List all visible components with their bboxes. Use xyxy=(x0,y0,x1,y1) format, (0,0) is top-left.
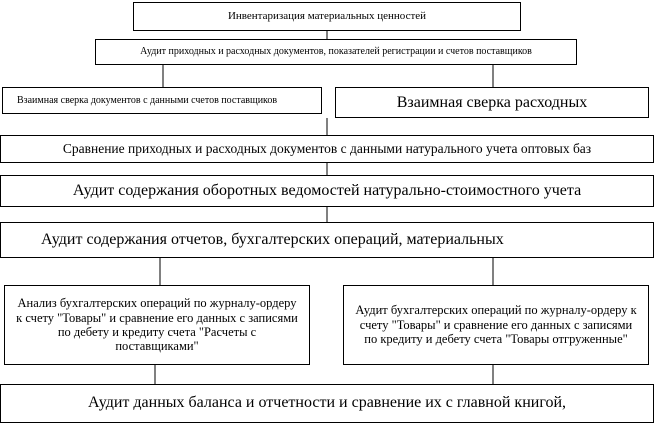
node-analysis-goods xyxy=(4,285,310,365)
node-audit-documents-label: Аудит приходных и расходных документов, показателей регистрации и счетов поставщиков xyxy=(140,46,532,58)
node-compare-documents-label: Сравнение приходных и расходных документов с данными натурального учета оптовых баз xyxy=(62,141,592,157)
node-audit-shipped xyxy=(343,285,649,365)
node-analysis-goods-label: Анализ бухгалтерских операций по журналу-ордеру к счету "Товары" и сравнение его данных с записями по дебету и кредиту счета "Расчеты с поставщиками" xyxy=(16,296,298,354)
node-audit-balance xyxy=(0,384,654,423)
node-audit-reports xyxy=(0,222,654,258)
node-audit-shipped-label: Аудит бухгалтерских операций по журналу-ордеру к счету "Товары" и сравнение его данных с записями по кредиту и дебету счета "Товары отгруженные" xyxy=(355,303,637,347)
node-reconcile-expense xyxy=(335,87,649,118)
node-inventory-label: Инвентаризация материальных ценностей xyxy=(227,10,427,23)
node-audit-turnover-label: Аудит содержания оборотных ведомостей натурально-стоимостного учета xyxy=(72,181,582,199)
node-audit-documents xyxy=(95,39,577,65)
node-inventory xyxy=(133,2,521,31)
node-compare-documents xyxy=(0,135,654,163)
node-audit-balance-label: Аудит данных баланса и отчетности и сравнение их с главной книгой, xyxy=(87,394,567,412)
node-audit-reports-label: Аудит содержания отчетов, бухгалтерских операций, материальных xyxy=(41,230,504,248)
node-audit-turnover xyxy=(0,175,654,207)
node-reconcile-suppliers xyxy=(2,87,322,114)
node-reconcile-suppliers-label: Взаимная сверка документов с данными счетов поставщиков xyxy=(17,94,278,106)
node-reconcile-expense-label: Взаимная сверка расходных xyxy=(396,94,588,111)
